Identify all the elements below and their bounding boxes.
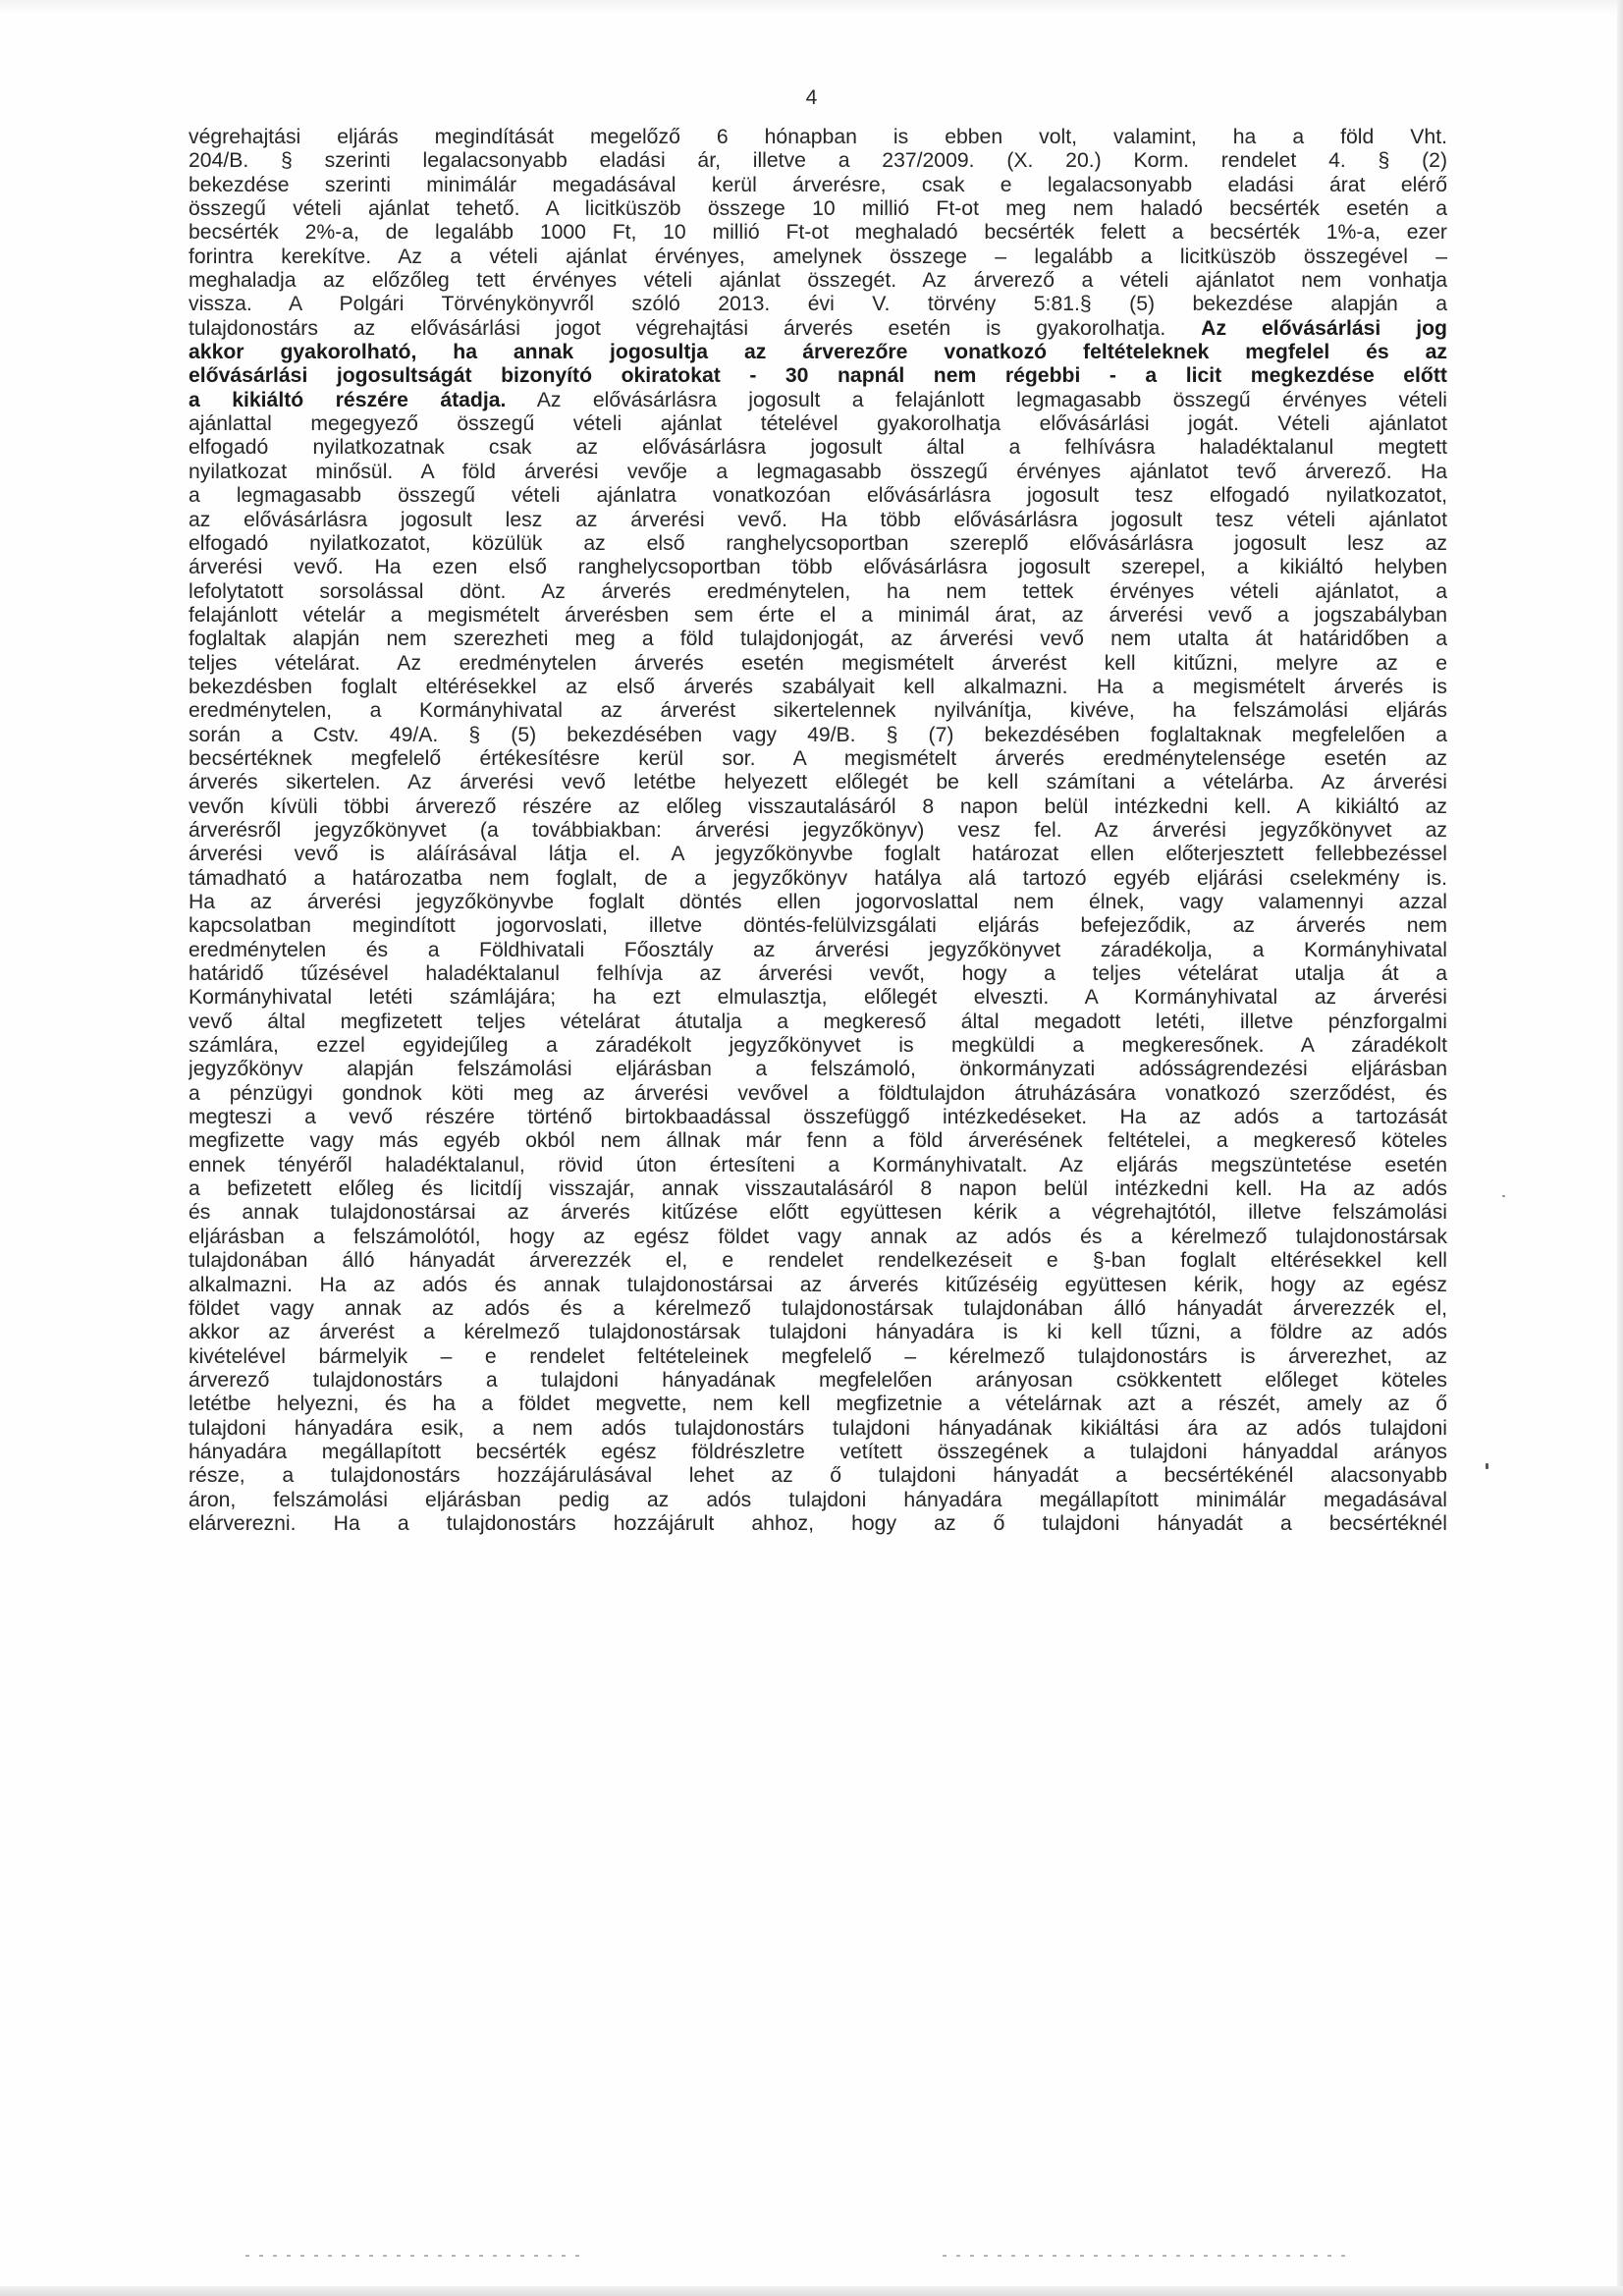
line-text: 204/B. § szerinti legalacsonyabb eladási ár, illetve a 237/2009. (X. 20.) Korm. rendelet 4. § (2) (189, 149, 1447, 173)
line-text: felajánlott vételár a megismételt árverésben sem érte el a minimál árat, az árverési vevő a jogszabályban (189, 603, 1447, 627)
scan-edge-bottom (0, 2286, 1623, 2296)
text-line (189, 1201, 1447, 1225)
text-line (189, 891, 1447, 914)
text-line (189, 676, 1447, 699)
line-text: nyilatkozat minősül. A föld árverési vevője a legmagasabb összegű érvényes ajánlatot tevő árverező. Ha (189, 460, 1447, 483)
line-text: becsérték 2%-a, de legalább 1000 Ft, 10 millió Ft-ot meghaladó becsérték felett a becsérték 1%-a, ezer (189, 221, 1447, 245)
line-text: árverési vevő. Ha ezen első ranghelycsoportban több elővásárlásra jogosult szerepel, a kikiáltó helyben (189, 556, 1447, 579)
text-line (189, 747, 1447, 771)
line-text: Ha az árverési jegyzőkönyvbe foglalt döntés ellen jogorvoslattal nem élnek, vagy valamennyi azzal (189, 891, 1447, 913)
line-text: a pénzügyi gondnok köti meg az árverési vevővel a földtulajdon átruházására vonatkozó szerződést, és (189, 1081, 1447, 1105)
text-line (189, 317, 1447, 341)
text-line (189, 293, 1447, 316)
line-text: végrehajtási eljárás megindítását megelőző 6 hónapban is ebben volt, valamint, ha a föld Vht. (189, 126, 1447, 148)
text-line (189, 149, 1447, 173)
text-line (189, 1226, 1447, 1249)
text-line (189, 461, 1447, 484)
scan-noise-row (245, 2255, 589, 2257)
line-text: és annak tulajdonostársai az árverés kitűzése előtt együttesen kérik a végrehajtótól, illetve felszámolási (189, 1201, 1447, 1225)
scan-speck (1486, 1463, 1488, 1469)
line-text: eredménytelen és a Földhivatali Főosztály az árverési jegyzőkönyvet záradékolja, a Kormányhivatal (189, 938, 1447, 961)
line-text: vissza. A Polgári Törvénykönyvről szóló 2013. évi V. törvény 5:81.§ (5) bekezdése alapján a (189, 293, 1447, 316)
scan-edge-right (1617, 0, 1623, 2296)
text-line (189, 221, 1447, 245)
text-line (189, 556, 1447, 579)
text-line (189, 914, 1447, 938)
text-line (189, 1417, 1447, 1441)
line-text: tulajdonában álló hányadát árverezzék el, e rendelet rendelkezéseit e §-ban foglalt eltérésekkel kell (189, 1249, 1447, 1273)
text-line (189, 843, 1447, 866)
page-number: 4 (805, 86, 818, 109)
text-line (189, 1369, 1447, 1393)
text-line (189, 604, 1447, 628)
line-text: megfizette vagy más egyéb okból nem állnak már fenn a föld árverésének feltételei, a megkereső köteles (189, 1129, 1447, 1153)
line-text: tulajdonostárs az elővásárlási jogot végrehajtási árverés esetén is gyakorolhatja. (189, 316, 1166, 340)
text-line (189, 986, 1447, 1010)
text-line (189, 1441, 1447, 1464)
line-text: földet vagy annak az adós és a kérelmező tulajdonostársak tulajdonában álló hányadát árverezzék el, (189, 1296, 1447, 1320)
text-line (189, 1512, 1447, 1536)
text-line (189, 1154, 1447, 1177)
line-text: Az elővásárlásra jogosult a felajánlott legmagasabb összegű érvényes vételi (536, 388, 1447, 411)
text-line (189, 126, 1447, 149)
line-text: forintra kerekítve. Az a vételi ajánlat érvényes, amelynek összege – legalább a licitküszöb összegével – (189, 245, 1447, 268)
line-text: bekezdésben foglalt eltérésekkel az első árverés szabályait kell alkalmazni. Ha a megismételt árverés is (189, 675, 1447, 698)
line-text: kivételével bármelyik – e rendelet feltételeinek megfelelő – kérelmező tulajdonostárs is árverezhet, az (189, 1344, 1447, 1368)
scan-speck (1502, 1195, 1505, 1197)
text-line (189, 246, 1447, 269)
line-text: a befizetett előleg és licitdíj visszajár, annak visszautalásáról 8 napon belül intézkedni kell. Ha az adós (189, 1177, 1447, 1201)
text-line (189, 484, 1447, 508)
text-line (189, 939, 1447, 962)
line-text: elárverezni. Ha a tulajdonostárs hozzájárult ahhoz, hogy az ő tulajdoni hányadát a becsértéknél (189, 1511, 1447, 1535)
line-text: áron, felszámolási eljárásban pedig az adós tulajdoni hányadára megállapított minimálár megadásával (189, 1488, 1447, 1511)
line-text: letétbe helyezni, és ha a földet megvette, nem kell megfizetnie a vételárnak azt a részét, amely az ő (189, 1393, 1447, 1416)
text-line (189, 532, 1447, 556)
line-text: eljárásban a felszámolótól, hogy az egész földet vagy annak az adós és a kérelmező tulajdonostársak (189, 1225, 1447, 1248)
line-text: alkalmazni. Ha az adós és annak tulajdonostársai az árverés kitűzéséig együttesen kérik, hogy az egész (189, 1273, 1447, 1296)
text-line (189, 341, 1447, 364)
line-text: árverés sikertelen. Az árverési vevő letétbe helyezett előlegét be kell számítani a vételárba. Az árverési (189, 771, 1447, 794)
text-line (189, 509, 1447, 532)
line-text: eredménytelen, a Kormányhivatal az árverést sikertelennek nyilvánítja, kivéve, ha felszámolási eljárás (189, 699, 1447, 723)
text-line (189, 412, 1447, 436)
line-text: árverező tulajdonostárs a tulajdoni hányadának megfelelően arányosan csökkentett előleget köteles (189, 1368, 1447, 1392)
line-text: árverési vevő is aláírásával látja el. A jegyzőkönyvbe foglalt határozat ellen előterjesztett fellebbezéssel (189, 843, 1447, 866)
text-line (189, 269, 1447, 293)
line-text: kapcsolatban megindított jogorvoslati, illetve döntés-felülvizsgálati eljárás befejeződik, az árverés nem (189, 914, 1447, 938)
line-text: a legmagasabb összegű vételi ajánlatra vonatkozóan elővásárlásra jogosult tesz elfogadó nyilatkozatot, (189, 484, 1447, 508)
line-text: teljes vételárat. Az eredménytelen árverés esetén megismételt árverést kell kitűzni, melyre az e (189, 651, 1447, 675)
bold-text: a kikiáltó részére átadja. (189, 388, 507, 411)
line-text: Kormányhivatal letéti számlájára; ha ezt elmulasztja, előlegét elveszti. A Kormányhivatal az árverési (189, 986, 1447, 1010)
text-line (189, 174, 1447, 197)
text-line (189, 867, 1447, 891)
scan-top-shadow (0, 0, 1623, 14)
text-line (189, 1177, 1447, 1201)
line-text: elfogadó nyilatkozatnak csak az elővásárlásra jogosult által a felhívásra haladéktalanul megtett (189, 436, 1447, 460)
text-line (189, 724, 1447, 747)
text-line (189, 1464, 1447, 1488)
line-text: akkor az árverést a kérelmező tulajdonostársak tulajdoni hányadára is ki kell tűzni, a földre az adós (189, 1321, 1447, 1344)
text-line (189, 364, 1447, 388)
text-line (189, 1058, 1447, 1081)
text-line (189, 1321, 1447, 1344)
line-text: számlára, ezzel egyidejűleg a záradékolt jegyzőkönyvet is megküldi a megkeresőnek. A záradékolt (189, 1034, 1447, 1058)
text-line (189, 1274, 1447, 1297)
text-line (189, 197, 1447, 221)
line-text: vevő által megfizetett teljes vételárat átutalja a megkereső által megadott letéti, illetve pénzforgalmi (189, 1010, 1447, 1033)
line-text: meghaladja az előzőleg tett érvényes vételi ajánlat összegét. Az árverező a vételi ajánlatot nem vonhatja (189, 269, 1447, 293)
line-text: ajánlattal megegyező összegű vételi ajánlat tételével gyakorolhatja elővásárlási jogát. Vételi ajánlatot (189, 412, 1447, 436)
line-text: támadható a határozatba nem foglalt, de a jegyzőkönyv hatálya alá tartozó egyéb eljárási cselekmény is. (189, 866, 1447, 890)
text-line (189, 1082, 1447, 1106)
text-line (189, 1129, 1447, 1153)
line-text: bekezdése szerinti minimálár megadásával kerül árverésre, csak e legalacsonyabb eladási árat elérő (189, 173, 1447, 196)
text-line (189, 699, 1447, 723)
line-text: árverésről jegyzőkönyvet (a továbbiakban: árverési jegyzőkönyv) vesz fel. Az árverési jegyzőkönyvet az (189, 818, 1447, 842)
line-text: becsértéknek megfelelő értékesítésre kerül sor. A megismételt árverés eredménytelensége esetén az (189, 746, 1447, 770)
text-line (189, 1297, 1447, 1321)
line-text: ennek tényéről haladéktalanul, rövid úton értesíteni a Kormányhivatalt. Az eljárás megszüntetése esetén (189, 1153, 1447, 1176)
line-text: foglaltak alapján nem szerezheti meg a föld tulajdonjogát, az árverési vevő nem utalta át határidőben a (189, 628, 1447, 651)
body-text (189, 126, 1447, 1536)
line-text: hányadára megállapított becsérték egész földrészletre vetített összegének a tulajdoni hányaddal arányos (189, 1440, 1447, 1463)
text-line (189, 436, 1447, 460)
bold-text: Az elővásárlási jog (1201, 316, 1447, 340)
text-line (189, 1106, 1447, 1129)
text-line (189, 1489, 1447, 1512)
line-text: során a Cstv. 49/A. § (5) bekezdésében vagy 49/B. § (7) bekezdésében foglaltaknak megfelelően a (189, 723, 1447, 746)
text-line (189, 819, 1447, 843)
text-line (189, 771, 1447, 794)
text-line (189, 389, 1447, 412)
text-line (189, 628, 1447, 651)
line-text: része, a tulajdonostárs hozzájárulásával lehet az ő tulajdoni hányadát a becsértékénél alacsonyabb (189, 1464, 1447, 1488)
text-line (189, 1345, 1447, 1369)
scan-noise-row (943, 2255, 1355, 2257)
text-line (189, 1393, 1447, 1416)
text-line (189, 1249, 1447, 1273)
line-text: határidő tűzésével haladéktalanul felhívja az árverési vevőt, hogy a teljes vételárat utalja át a (189, 962, 1447, 986)
line-text: az elővásárlásra jogosult lesz az árverési vevő. Ha több elővásárlásra jogosult tesz vételi ajánlatot (189, 508, 1447, 531)
text-line (189, 1011, 1447, 1034)
text-line (189, 652, 1447, 676)
bold-text: akkor gyakorolható, ha annak jogosultja az árverezőre vonatkozó feltételeknek megfelel és az (189, 341, 1447, 364)
line-text: megteszi a vevő részére történő birtokbaadással összefüggő intézkedéseket. Ha az adós a tartozását (189, 1106, 1447, 1129)
line-text: vevőn kívüli többi árverező részére az előleg visszautalásáról 8 napon belül intézkedni kell. A kikiáltó az (189, 794, 1447, 818)
bold-text: elővásárlási jogosultságát bizonyító okiratokat - 30 napnál nem régebbi - a licit megkezdése előtt (189, 364, 1447, 388)
line-text: elfogadó nyilatkozatot, közülük az első ranghelycsoportban szereplő elővásárlásra jogosult lesz az (189, 531, 1447, 555)
line-text: jegyzőkönyv alapján felszámolási eljárásban a felszámoló, önkormányzati adósságrendezési eljárásban (189, 1058, 1447, 1081)
line-text: lefolytatott sorsolással dönt. Az árverés eredménytelen, ha nem tettek érvényes vételi ajánlatot, a (189, 579, 1447, 603)
line-text: összegű vételi ajánlat tehető. A licitküszöb összege 10 millió Ft-ot meg nem haladó becsérték esetén a (189, 197, 1447, 221)
text-line (189, 795, 1447, 819)
text-line (189, 580, 1447, 604)
text-line (189, 1034, 1447, 1058)
line-text: tulajdoni hányadára esik, a nem adós tulajdonostárs tulajdoni hányadának kikiáltási ára az adós tulajdoni (189, 1416, 1447, 1440)
text-line (189, 962, 1447, 986)
